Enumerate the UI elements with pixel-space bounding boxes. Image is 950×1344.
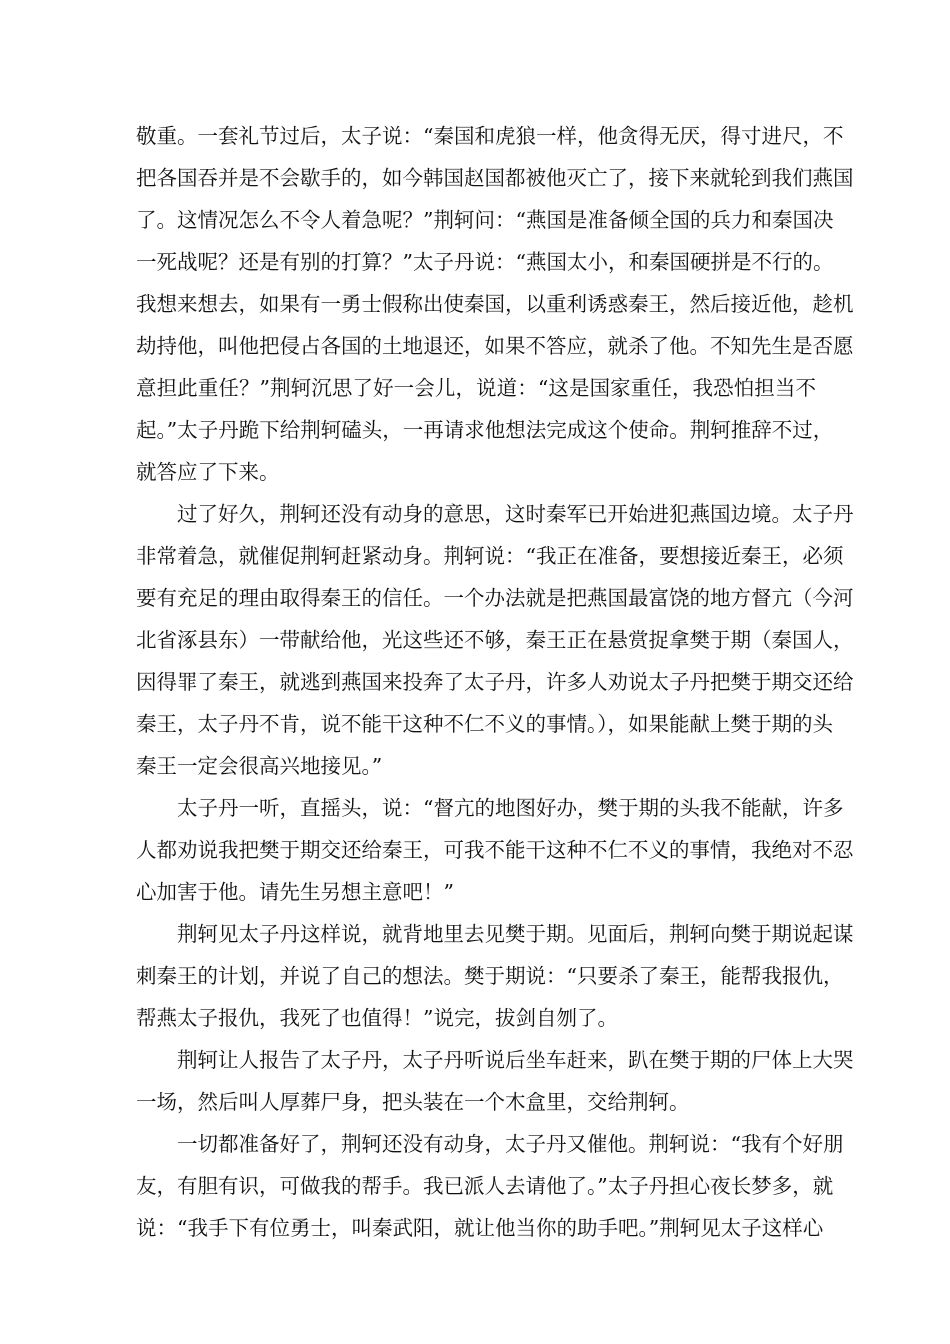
text-line: 荆轲让人报告了太子丹，太子丹听说后坐车赶来，趴在樊于期的尸体上大哭 (177, 1048, 854, 1072)
text-line: 非常着急，就催促荆轲赶紧动身。荆轲说：“我正在准备，要想接近秦王，必须 (136, 544, 844, 568)
text-line: 了。这情况怎么不令人着急呢？”荆轲问：“燕国是准备倾全国的兵力和秦国决 (136, 208, 834, 232)
text-line: 因得罪了秦王，就逃到燕国来投奔了太子丹，许多人劝说太子丹把樊于期交还给 (136, 670, 854, 694)
text-line: 把各国吞并是不会歇手的，如今韩国赵国都被他灭亡了，接下来就轮到我们燕国 (136, 166, 854, 190)
text-line: 过了好久，荆轲还没有动身的意思，这时秦军已开始进犯燕国边境。太子丹 (177, 502, 854, 526)
text-line: 秦王，太子丹不肯，说不能干这种不仁不义的事情。），如果能献上樊于期的头 (136, 712, 833, 736)
text-line: 刺秦王的计划，并说了自己的想法。樊于期说：“只要杀了秦王，能帮我报仇， (136, 964, 844, 988)
paragraph (136, 1039, 854, 1123)
text-line: 人都劝说我把樊于期交还给秦王，可我不能干这种不仁不义的事情，我绝对不忍 (136, 838, 854, 862)
text-line: 意担此重任？”荆轲沉思了好一会儿，说道：“这是国家重任，我恐怕担当不 (136, 376, 816, 400)
text-line: 就答应了下来。 (136, 460, 280, 484)
paragraph (136, 913, 854, 1039)
text-line: 说：“我手下有位勇士，叫秦武阳，就让他当你的助手吧。”荆轲见太子这样心 (136, 1216, 824, 1240)
text-line: 心加害于他。请先生另想主意吧！” (136, 880, 454, 904)
text-line: 我想来想去，如果有一勇士假称出使秦国，以重利诱惑秦王，然后接近他，趁机 (136, 292, 854, 316)
text-line: 秦王一定会很高兴地接见。” (136, 754, 383, 778)
body-text (136, 115, 854, 1249)
paragraph (136, 1123, 844, 1249)
text-line: 起。”太子丹跪下给荆轲磕头，一再请求他想法完成这个使命。荆轲推辞不过， (136, 418, 834, 442)
text-line: 荆轲见太子丹这样说，就背地里去见樊于期。见面后，荆轲向樊于期说起谋 (177, 922, 854, 946)
text-line: 太子丹一听，直摇头，说：“督亢的地图好办，樊于期的头我不能献，许多 (177, 796, 844, 820)
text-line: 一切都准备好了，荆轲还没有动身，太子丹又催他。荆轲说：“我有个好朋 (177, 1132, 844, 1156)
paragraph (136, 115, 854, 493)
text-line: 要有充足的理由取得秦王的信任。一个办法就是把燕国最富饶的地方督亢（今河 (136, 586, 854, 610)
text-line: 一场，然后叫人厚葬尸身，把头装在一个木盒里，交给荆轲。 (136, 1090, 690, 1114)
text-line: 敬重。一套礼节过后，太子说：“秦国和虎狼一样，他贪得无厌，得寸进尺，不 (136, 124, 844, 148)
text-line: 劫持他，叫他把侵占各国的土地退还，如果不答应，就杀了他。不知先生是否愿 (136, 334, 854, 358)
text-line: 一死战呢？还是有别的打算？”太子丹说：“燕国太小，和秦国硬拼是不行的。 (136, 250, 834, 274)
text-line: 友，有胆有识，可做我的帮手。我已派人去请他了。”太子丹担心夜长梦多，就 (136, 1174, 834, 1198)
text-line: 北省涿县东）一带献给他，光这些还不够，秦王正在悬赏捉拿樊于期（秦国人， (136, 628, 854, 652)
text-line: 帮燕太子报仇，我死了也值得！”说完，拔剑自刎了。 (136, 1006, 618, 1030)
paragraph (136, 493, 854, 787)
paragraph (136, 787, 854, 913)
